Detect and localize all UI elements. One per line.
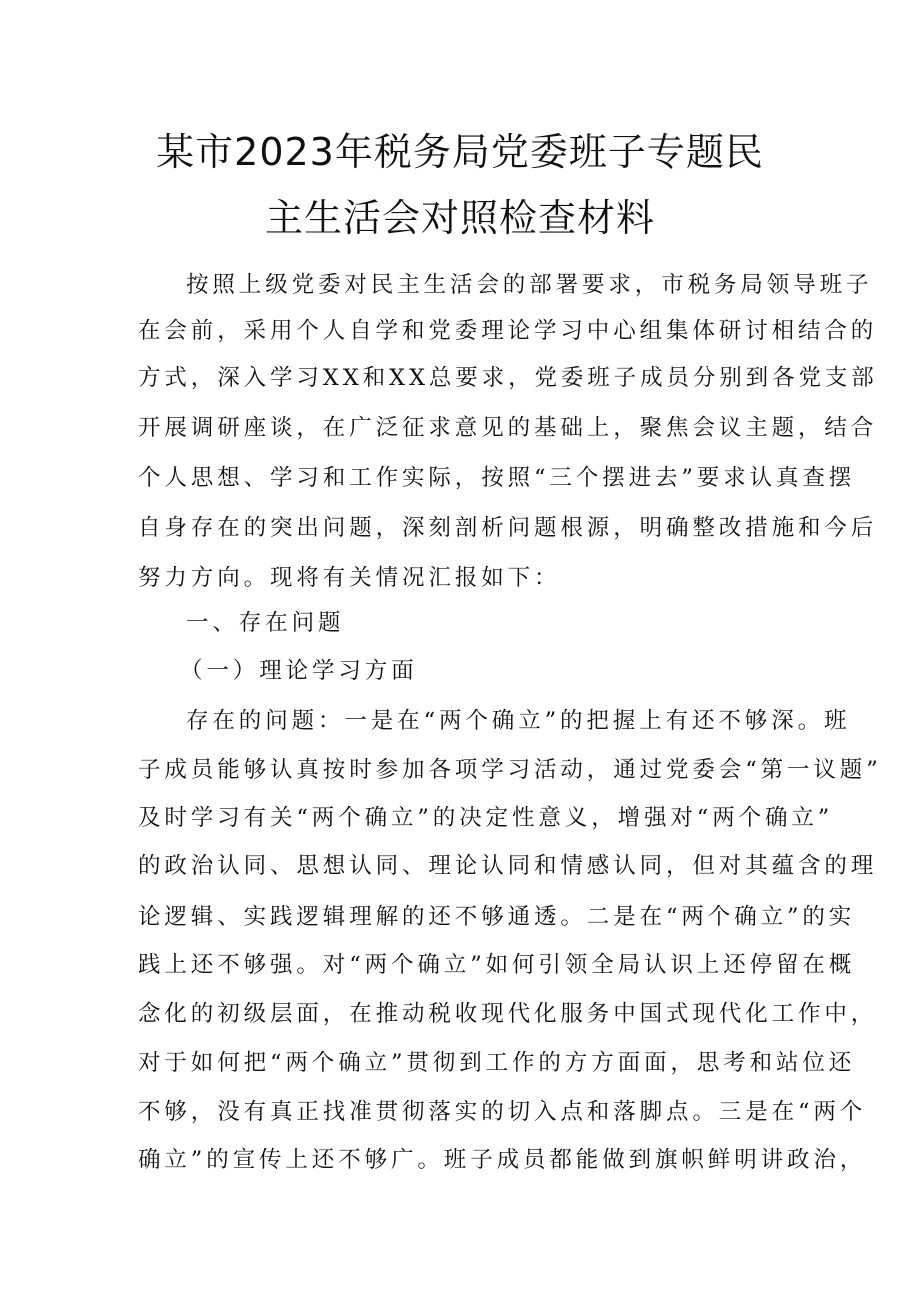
document-title-line-1: 某市2023年税务局党委班子专题民 [156, 130, 764, 174]
paragraph-line: 对于如何把“两个确立”贯彻到工作的方方面面，思考和站位还 [138, 1050, 856, 1076]
document-title-line-2: 主生活会对照检查材料 [264, 196, 655, 240]
paragraph-line: 存在的问题：一是在“两个确立”的把握上有还不够深。班 [186, 708, 851, 734]
paragraph-line: 子成员能够认真按时参加各项学习活动，通过党委会“第一议题” [138, 757, 882, 783]
paragraph-line: 的政治认同、思想认同、理论认同和情感认同，但对其蕴含的理 [138, 853, 878, 879]
paragraph-line: 自身存在的突出问题，深刻剖析问题根源，明确整改措施和今后 [138, 515, 878, 541]
paragraph-line: 在会前，采用个人自学和党委理论学习中心组集体研讨相结合的 [138, 318, 878, 344]
paragraph-line: 确立”的宣传上还不够广。班子成员都能做到旗帜鲜明讲政治， [138, 1147, 867, 1173]
paragraph-line: 努力方向。现将有关情况汇报如下： [138, 565, 561, 591]
section-heading: 一、存在问题 [186, 610, 345, 636]
paragraph-line: 论逻辑、实践逻辑理解的还不够通透。二是在“两个确立”的实 [138, 904, 856, 930]
paragraph-line: 践上还不够强。对“两个确立”如何引领全局认识上还停留在概 [138, 952, 856, 978]
paragraph-line: 方式，深入学习XX和XX总要求，党委班子成员分别到各党支部 [138, 365, 878, 391]
paragraph-line: 及时学习有关“两个确立”的决定性意义，增强对“两个确立” [138, 805, 834, 831]
paragraph-line: 按照上级党委对民主生活会的部署要求，市税务局领导班子 [186, 272, 873, 298]
paragraph-line: 念化的初级层面，在推动税收现代化服务中国式现代化工作中， [138, 1001, 878, 1027]
paragraph-line: 个人思想、学习和工作实际，按照“三个摆进去”要求认真查摆 [138, 465, 856, 491]
paragraph-line: 开展调研座谈，在广泛征求意见的基础上，聚焦会议主题，结合 [138, 415, 878, 441]
paragraph-line: 不够，没有真正找准贯彻落实的切入点和落脚点。三是在“两个 [138, 1099, 867, 1125]
subsection-heading: （一）理论学习方面 [180, 658, 418, 684]
